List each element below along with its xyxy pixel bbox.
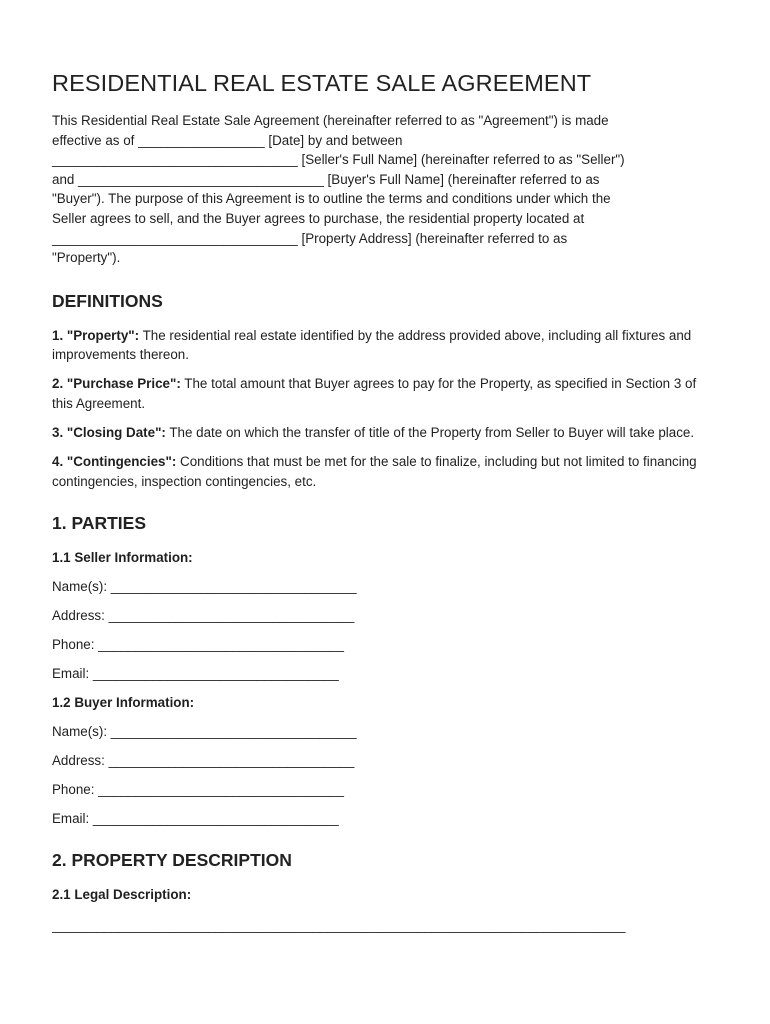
legal-description-line: _____________________________________________________________________________	[52, 918, 626, 934]
seller-address-field: Address: _________________________________	[52, 608, 355, 624]
legal-description-heading: 2.1 Legal Description:	[52, 887, 192, 903]
property-description-section	[52, 850, 718, 935]
definition-purchase-price	[52, 374, 718, 413]
parties-section	[52, 513, 718, 828]
definition-text: The total amount that Buyer agrees to pay for the Property, as specified in Section 3 of this Agreement.	[52, 376, 697, 412]
parties-heading: 1. PARTIES	[52, 513, 147, 534]
definitions-list	[52, 326, 718, 492]
definition-term: 1. "Property":	[52, 327, 140, 343]
seller-information	[52, 548, 718, 683]
property-description-heading: 2. PROPERTY DESCRIPTION	[52, 850, 292, 871]
definition-text: Conditions that must be met for the sale to finalize, including but not limited to financing contingencies, inspection contingencies, etc.	[52, 454, 697, 489]
buyer-email-field: Email: _________________________________	[52, 811, 339, 827]
seller-email-field: Email: _________________________________	[52, 666, 339, 682]
definition-term: 4. "Contingencies":	[52, 454, 177, 470]
seller-info-heading: 1.1 Seller Information:	[52, 550, 193, 566]
document-title: RESIDENTIAL REAL ESTATE SALE AGREEMENT	[52, 70, 592, 96]
definition-term: 3. "Closing Date":	[52, 425, 166, 441]
seller-name-field: Name(s): _________________________________	[52, 579, 357, 595]
definition-property	[52, 326, 718, 365]
definitions-heading: DEFINITIONS	[52, 290, 163, 311]
buyer-info-heading: 1.2 Buyer Information:	[52, 695, 195, 711]
definitions-section	[52, 291, 718, 492]
buyer-address-field: Address: _________________________________	[52, 753, 355, 769]
definition-term: 2. "Purchase Price":	[52, 376, 181, 392]
seller-phone-field: Phone: _________________________________	[52, 637, 344, 653]
definition-text: The residential real estate identified by the address provided above, including all fixtures and improvements thereon.	[52, 327, 692, 363]
definition-contingencies	[52, 452, 718, 491]
buyer-phone-field: Phone: _________________________________	[52, 782, 344, 798]
buyer-information	[52, 693, 718, 828]
definition-closing-date	[52, 423, 718, 443]
definition-text: The date on which the transfer of title of the Property from Seller to Buyer will take place.	[165, 425, 695, 441]
intro-paragraph: This Residential Real Estate Sale Agreement (hereinafter referred to as "Agreement") is made effective as of _________________ [Date] by and between _________________________________ [Seller's Full Name] (hereinafter referred to as "Seller") and _________________________________ [Buyer's Full Name] (hereinafter referred to as "Buyer"). The purpose of this Agreement is to outline the terms and conditions under which the Seller agrees to sell, and the Buyer agrees to purchase, the residential property located at _________________________________ [Property Address] (hereinafter referred to as "Property").	[52, 113, 625, 266]
buyer-name-field: Name(s): _________________________________	[52, 724, 357, 740]
